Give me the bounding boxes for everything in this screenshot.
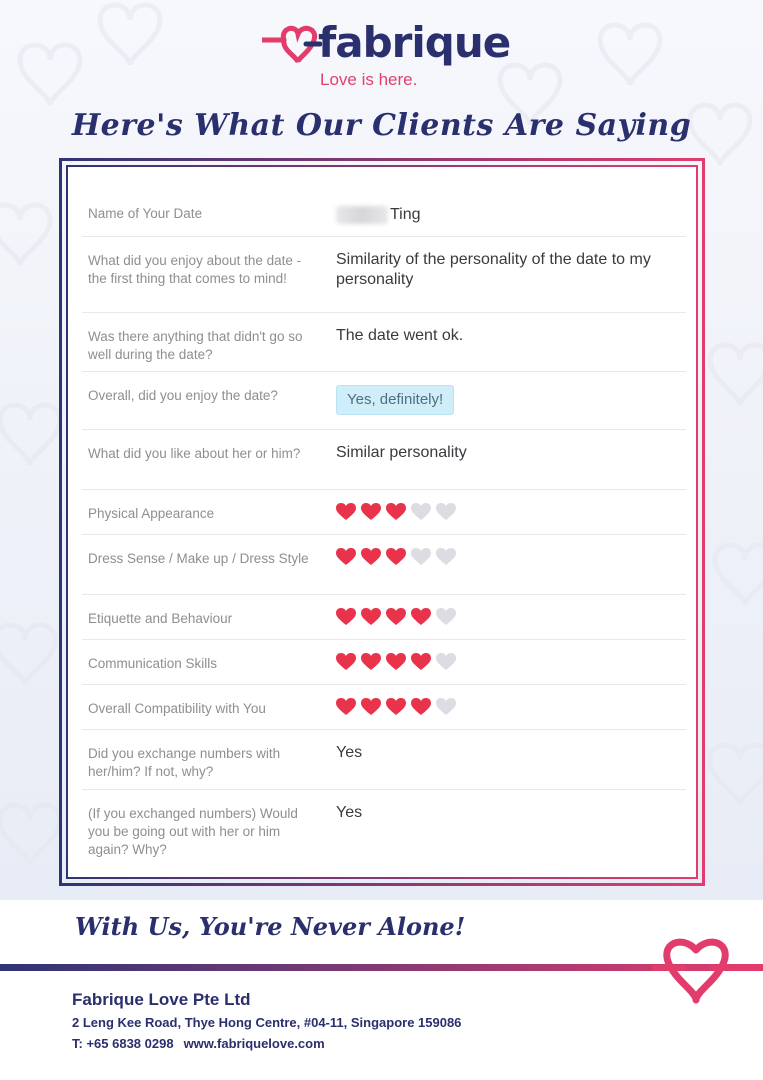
heart-rating <box>336 696 686 716</box>
question-label: Physical Appearance <box>88 506 215 521</box>
redacted-name-blur <box>336 206 388 224</box>
heart-empty-icon <box>436 608 456 626</box>
answer-value: Yes <box>336 804 363 821</box>
heart-rating <box>336 606 686 626</box>
question-label: Name of Your Date <box>88 206 203 221</box>
footer-gradient-line <box>0 964 763 971</box>
form-row <box>82 639 686 685</box>
heart-empty-icon <box>411 548 431 566</box>
question-label: Overall Compatibility with You <box>88 701 266 716</box>
question-label: What did you like about her or him? <box>88 446 301 461</box>
heart-filled-icon <box>336 653 356 671</box>
heart-filled-icon <box>386 698 406 716</box>
answer-chip-label: Yes, definitely! <box>336 385 454 415</box>
heart-rating <box>336 546 686 566</box>
heart-empty-icon <box>436 548 456 566</box>
heart-filled-icon <box>386 608 406 626</box>
heart-filled-icon <box>411 608 431 626</box>
heart-filled-icon <box>336 503 356 521</box>
form-row <box>82 729 686 790</box>
heart-filled-icon <box>361 698 381 716</box>
heart-rating <box>336 651 686 671</box>
company-address: 2 Leng Kee Road, Thye Hong Centre, #04-11, Singapore 159086 <box>72 1015 462 1030</box>
question-label: Etiquette and Behaviour <box>88 611 233 626</box>
footer-heart-icon <box>652 930 763 1010</box>
heart-filled-icon <box>411 653 431 671</box>
form-row <box>82 489 686 535</box>
form-row <box>82 371 686 430</box>
heart-filled-icon <box>336 698 356 716</box>
form-row <box>82 429 686 490</box>
form-row <box>82 684 686 730</box>
question-label: Overall, did you enjoy the date? <box>88 388 278 403</box>
heart-filled-icon <box>361 653 381 671</box>
contact-line <box>72 1036 325 1051</box>
website-link[interactable]: www.fabriquelove.com <box>183 1036 325 1051</box>
form-row <box>82 534 686 595</box>
form-row <box>82 236 686 313</box>
answer-value: The date went ok. <box>336 327 464 344</box>
heart-filled-icon <box>386 548 406 566</box>
answer-value: Similar personality <box>336 444 467 461</box>
page-headline: Here's What Our Clients Are Saying <box>71 108 692 143</box>
heart-empty-icon <box>436 653 456 671</box>
answer-value: Similarity of the personality of the date to my personality <box>336 251 651 288</box>
question-label: Did you exchange numbers with her/him? If not, why? <box>88 746 281 779</box>
company-name: Fabrique Love Pte Ltd <box>72 990 251 1009</box>
answer-chip <box>336 385 686 415</box>
heart-filled-icon <box>361 503 381 521</box>
heart-empty-icon <box>436 503 456 521</box>
heart-filled-icon <box>361 548 381 566</box>
form-row <box>82 594 686 640</box>
question-label: (If you exchanged numbers) Would you be going out with her or him again? Why? <box>88 806 298 857</box>
heart-filled-icon <box>336 608 356 626</box>
phone-number: T: +65 6838 0298 <box>72 1036 174 1051</box>
fabrique-logo <box>262 18 511 90</box>
heart-filled-icon <box>386 503 406 521</box>
brand-tagline: Love is here. <box>320 70 418 89</box>
question-label: Was there anything that didn't go so well during the date? <box>88 329 303 362</box>
heart-filled-icon <box>361 608 381 626</box>
heart-empty-icon <box>411 503 431 521</box>
heart-rating <box>336 501 686 521</box>
answer-value: Yes <box>336 744 363 761</box>
question-label: Dress Sense / Make up / Dress Style <box>88 551 309 566</box>
heart-empty-icon <box>436 698 456 716</box>
form-row <box>82 189 686 237</box>
heart-filled-icon <box>336 548 356 566</box>
question-label: Communication Skills <box>88 656 218 671</box>
brand-name: fabrique <box>318 18 511 67</box>
form-row <box>82 312 686 372</box>
heart-logo-icon <box>262 22 322 68</box>
heart-filled-icon <box>386 653 406 671</box>
question-label: What did you enjoy about the date - the first thing that comes to mind! <box>88 253 302 286</box>
heart-filled-icon <box>411 698 431 716</box>
form-row <box>82 789 686 861</box>
answer-text: Ting <box>390 206 421 223</box>
footer-slogan: With Us, You're Never Alone! <box>75 912 466 941</box>
answer-value <box>336 205 686 225</box>
